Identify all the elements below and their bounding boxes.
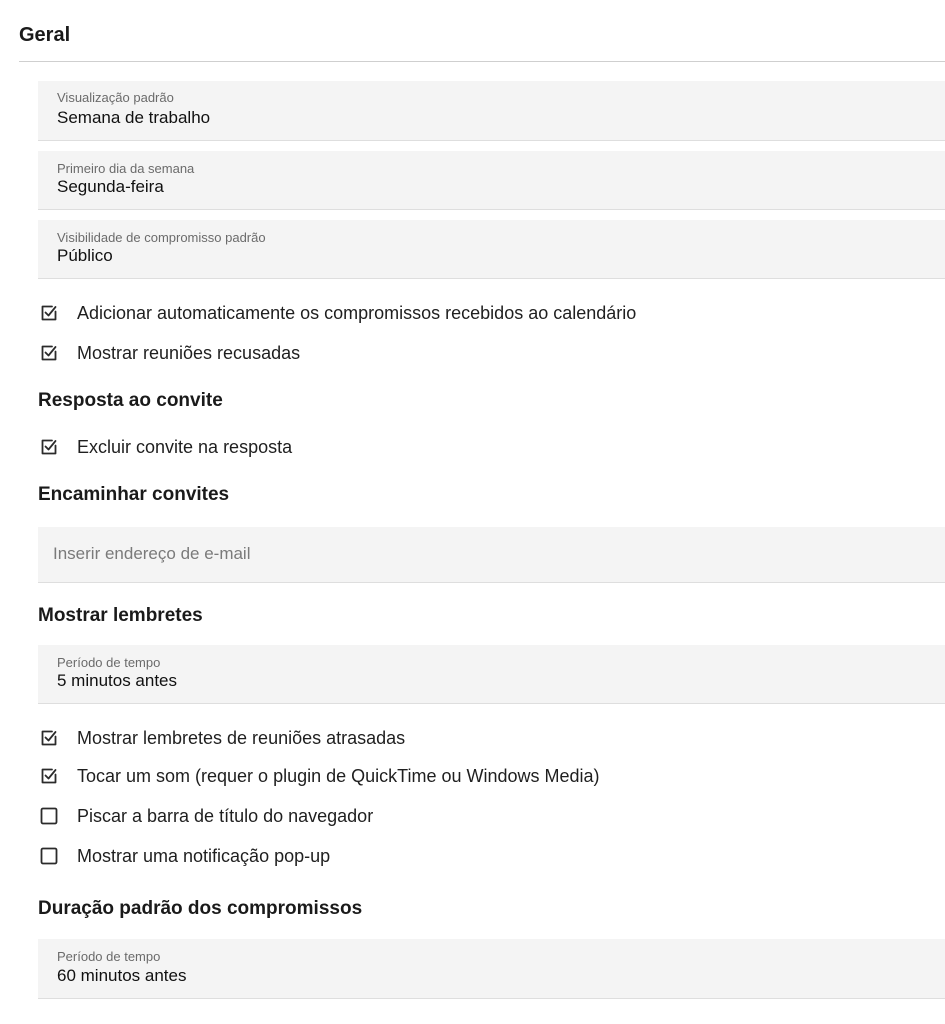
default-view-label: Visualização padrão: [57, 90, 174, 105]
checkbox-late-reminders[interactable]: [38, 725, 405, 751]
checkbox-checked-icon[interactable]: [38, 436, 60, 458]
section-title-invite-response: Resposta ao convite: [38, 390, 223, 411]
checkbox-play-sound[interactable]: [38, 763, 600, 789]
checkbox-unchecked-icon[interactable]: [38, 845, 60, 867]
duration-time-label: Período de tempo: [57, 949, 161, 964]
visibility-value: Público: [57, 246, 113, 265]
checkbox-checked-icon[interactable]: [38, 342, 60, 364]
reminder-time-select[interactable]: [38, 645, 945, 704]
checkbox-popup[interactable]: [38, 843, 330, 869]
checkbox-flash-title-label: Piscar a barra de título do navegador: [77, 805, 374, 826]
checkbox-popup-label: Mostrar uma notificação pop-up: [77, 845, 331, 866]
duration-time-value: 60 minutos antes: [57, 966, 187, 985]
checkbox-checked-icon[interactable]: [38, 302, 60, 324]
section-title-default-duration: Duração padrão dos compromissos: [38, 898, 363, 919]
checkbox-checked-icon[interactable]: [38, 765, 60, 787]
checkbox-show-declined[interactable]: [38, 340, 300, 366]
email-input-placeholder: Inserir endereço de e-mail: [53, 544, 251, 563]
reminder-time-value: 5 minutos antes: [57, 671, 178, 690]
section-title-reminders: Mostrar lembretes: [38, 605, 203, 626]
visibility-label: Visibilidade de compromisso padrão: [57, 230, 266, 245]
checkbox-delete-invite-label: Excluir convite na resposta: [77, 436, 293, 457]
title-divider: [19, 61, 945, 62]
default-view-select[interactable]: [38, 81, 945, 141]
section-title-forward-invites: Encaminhar convites: [38, 484, 230, 505]
email-input[interactable]: [38, 527, 945, 583]
checkbox-checked-icon[interactable]: [38, 727, 60, 749]
reminder-time-label: Período de tempo: [57, 655, 161, 670]
checkbox-flash-title[interactable]: [38, 803, 373, 829]
first-day-label: Primeiro dia da semana: [57, 161, 195, 176]
checkbox-delete-invite[interactable]: [38, 434, 292, 460]
page-title: Geral: [19, 24, 71, 46]
default-view-value: Semana de trabalho: [57, 108, 211, 127]
checkbox-unchecked-icon[interactable]: [38, 805, 60, 827]
checkbox-auto-add[interactable]: [38, 300, 636, 326]
checkbox-play-sound-label: Tocar um som (requer o plugin de QuickTime ou Windows Media): [77, 765, 600, 786]
visibility-select[interactable]: [38, 220, 945, 279]
checkbox-late-reminders-label: Mostrar lembretes de reuniões atrasadas: [77, 727, 406, 748]
checkbox-show-declined-label: Mostrar reuniões recusadas: [77, 342, 301, 363]
checkbox-auto-add-label: Adicionar automaticamente os compromissos recebidos ao calendário: [77, 302, 637, 323]
first-day-select[interactable]: [38, 151, 945, 210]
first-day-value: Segunda-feira: [57, 177, 164, 196]
duration-time-select[interactable]: [38, 939, 945, 999]
